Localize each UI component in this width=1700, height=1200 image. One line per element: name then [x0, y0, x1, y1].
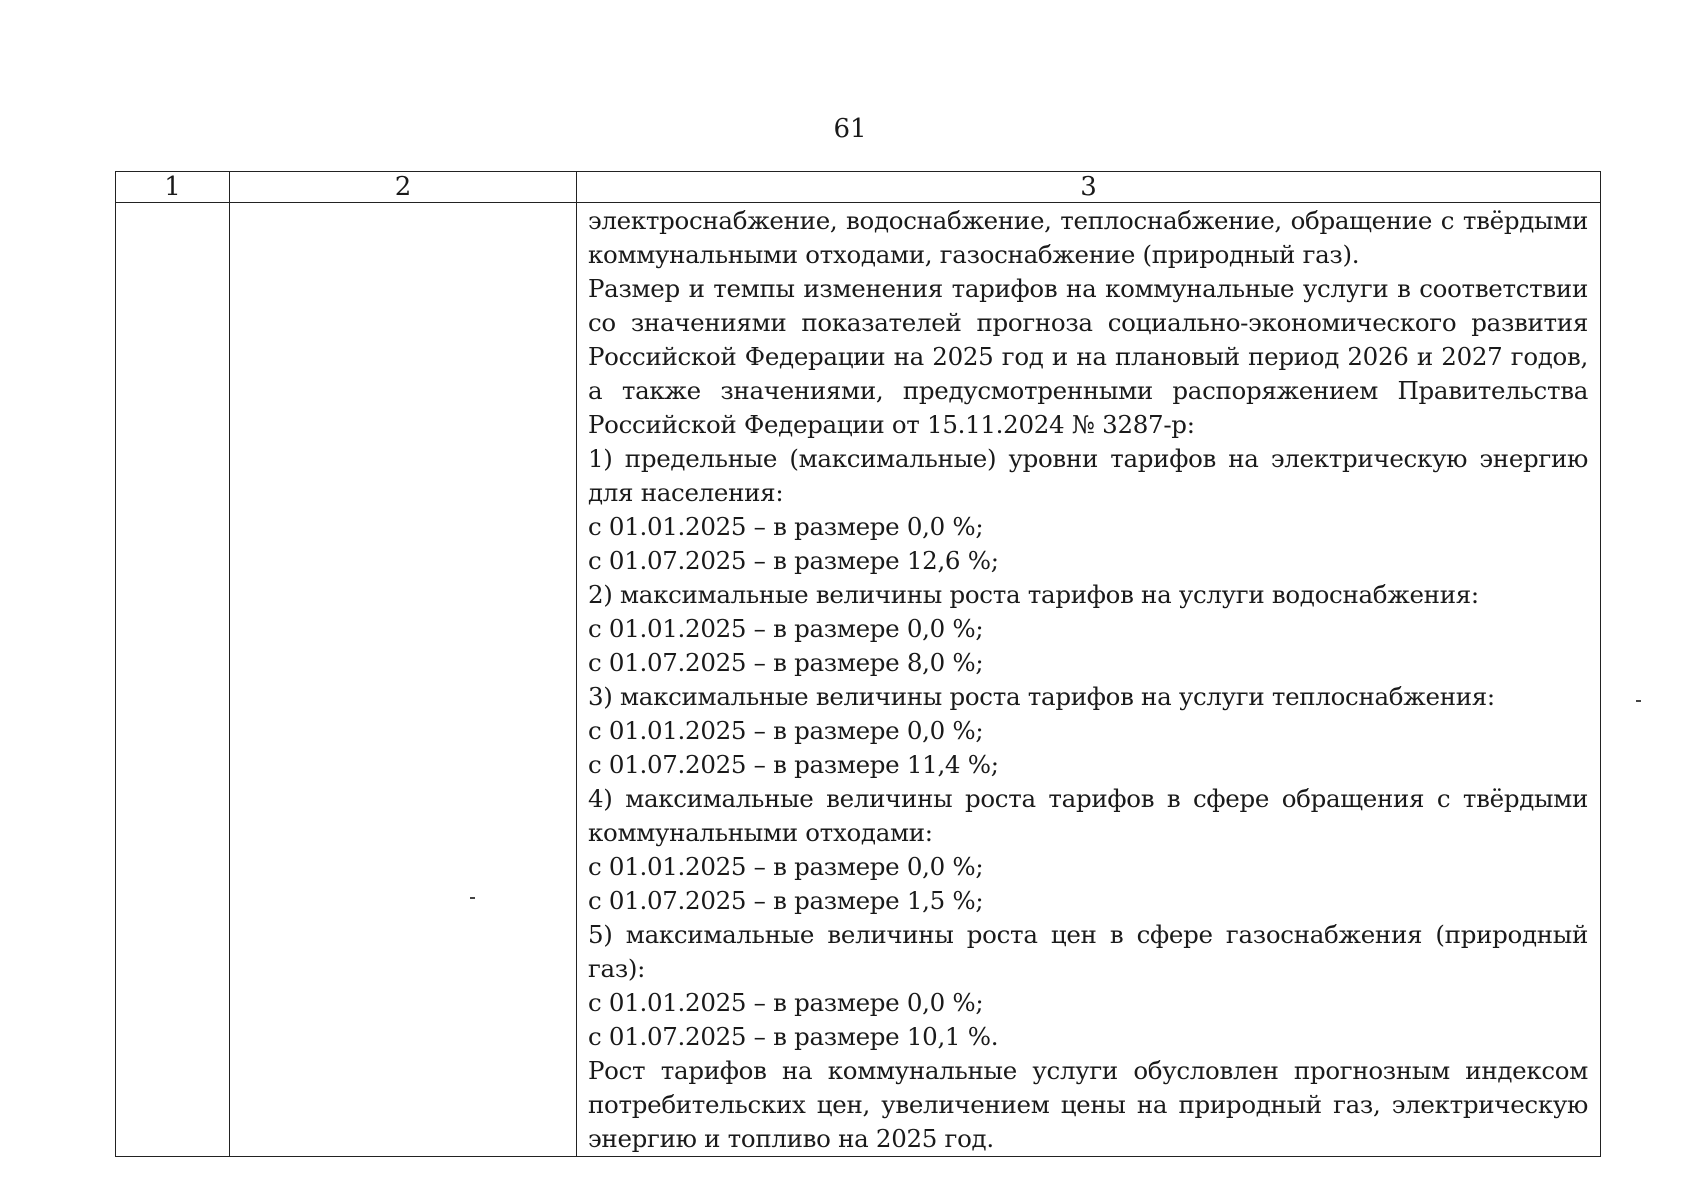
text-paragraph: 1) предельные (максимальные) уровни тарифов на электрическую энергию для населения: [588, 444, 1588, 507]
cell-column-3 [577, 203, 1601, 1157]
text-paragraph: с 01.01.2025 – в размере 0,0 %; [588, 512, 984, 541]
text-paragraph: электроснабжение, водоснабжение, теплоснабжение, обращение с твёрдыми коммунальными отходами, газоснабжение (природный газ). [588, 206, 1588, 269]
text-paragraph: с 01.01.2025 – в размере 0,0 %; [588, 852, 984, 881]
text-paragraph: Размер и темпы изменения тарифов на коммунальные услуги в соответствии со значениями показателей прогноза социально-экономического развития Российской Федерации на 2025 год и на плановый период 2026 и 2027 годов, а также значениями, предусмотренными распоряжением Правительства Российской Федерации от 15.11.2024 № 3287-р: [588, 274, 1588, 439]
column-header-3: 3 [577, 172, 1601, 203]
text-paragraph: Рост тарифов на коммунальные услуги обусловлен прогнозным индексом потребительских цен, увеличением цены на природный газ, электрическую энергию и топливо на 2025 год. [588, 1056, 1588, 1153]
text-paragraph: с 01.01.2025 – в размере 0,0 %; [588, 716, 984, 745]
text-paragraph: с 01.07.2025 – в размере 8,0 %; [588, 648, 984, 677]
table-row [116, 203, 1601, 1157]
page-number: 61 [833, 114, 867, 144]
text-paragraph: 3) максимальные величины роста тарифов на услуги теплоснабжения: [588, 682, 1495, 711]
text-paragraph: с 01.01.2025 – в размере 0,0 %; [588, 614, 984, 643]
text-paragraph: 5) максимальные величины роста цен в сфере газоснабжения (природный газ): [588, 920, 1588, 983]
text-paragraph: с 01.07.2025 – в размере 10,1 %. [588, 1022, 999, 1051]
text-paragraph: 2) максимальные величины роста тарифов на услуги водоснабжения: [588, 580, 1479, 609]
document-table [115, 171, 1601, 1157]
text-paragraph: с 01.07.2025 – в размере 12,6 %; [588, 546, 999, 575]
tariff-text-block [577, 203, 1600, 1156]
text-paragraph: с 01.07.2025 – в размере 1,5 %; [588, 886, 984, 915]
column-header-1: 1 [116, 172, 230, 203]
text-paragraph: с 01.01.2025 – в размере 0,0 %; [588, 988, 984, 1017]
cell-column-2 [230, 203, 577, 1157]
cell-column-1 [116, 203, 230, 1157]
scan-mark [470, 897, 475, 899]
text-paragraph: с 01.07.2025 – в размере 11,4 %; [588, 750, 999, 779]
scan-mark [1636, 700, 1641, 702]
text-paragraph: 4) максимальные величины роста тарифов в сфере обращения с твёрдыми коммунальными отходами: [588, 784, 1588, 847]
table-header-row [116, 172, 1601, 203]
column-header-2: 2 [230, 172, 577, 203]
